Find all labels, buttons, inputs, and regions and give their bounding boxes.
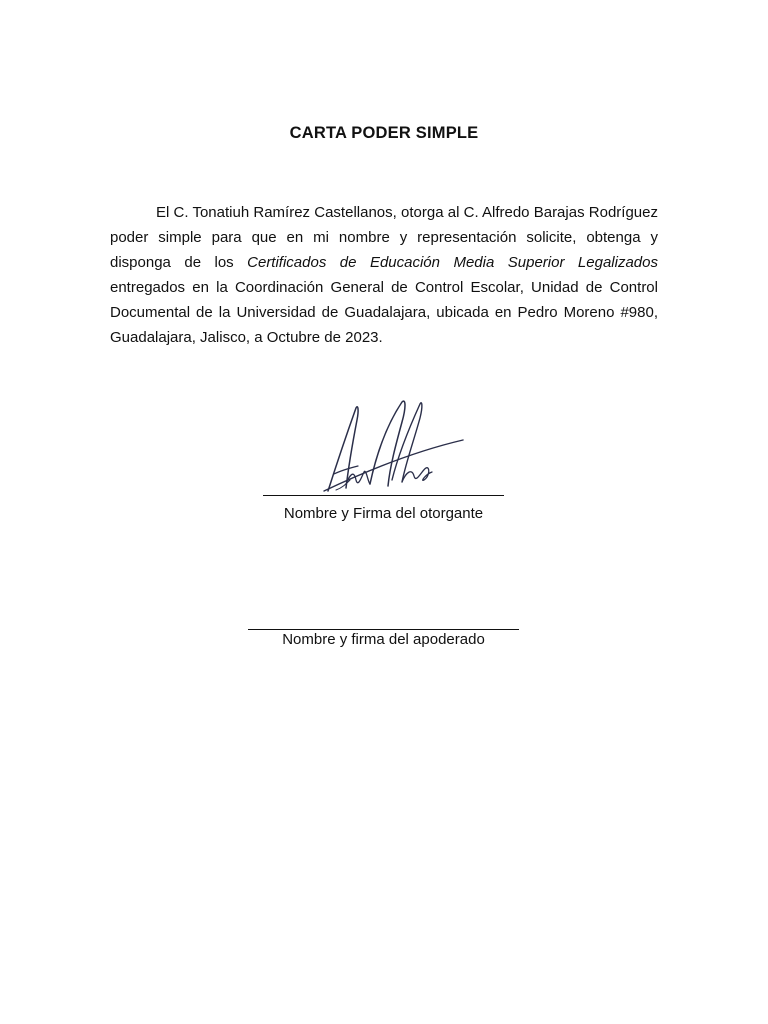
grantor-signature-label: Nombre y Firma del otorgante: [283, 505, 484, 522]
handwritten-signature: [306, 396, 471, 496]
document-title: CARTA PODER SIMPLE: [289, 124, 479, 142]
grantor-signature-line: [263, 495, 504, 496]
body-paragraph: [110, 200, 658, 350]
attorney-signature-line: [248, 629, 519, 630]
paragraph-text-part2: entregados en la Coordinación General de Control Escolar, Unidad de Control Documental de la Universidad de Guadalajara, ubicada en Pedro Moreno #980, Guadalajara, Jalisco, a Octubre de 2023.: [110, 279, 658, 346]
paragraph-text-part1: El C. Tonatiuh Ramírez Castellanos, otorga al C. Alfredo Barajas Rodríguez poder simple para que en mi nombre y representación solicite, obtenga y disponga de los: [110, 204, 658, 271]
paragraph-emphasis: Certificados de Educación Media Superior Legalizados: [247, 254, 658, 271]
attorney-signature-label: Nombre y firma del apoderado: [282, 631, 485, 648]
